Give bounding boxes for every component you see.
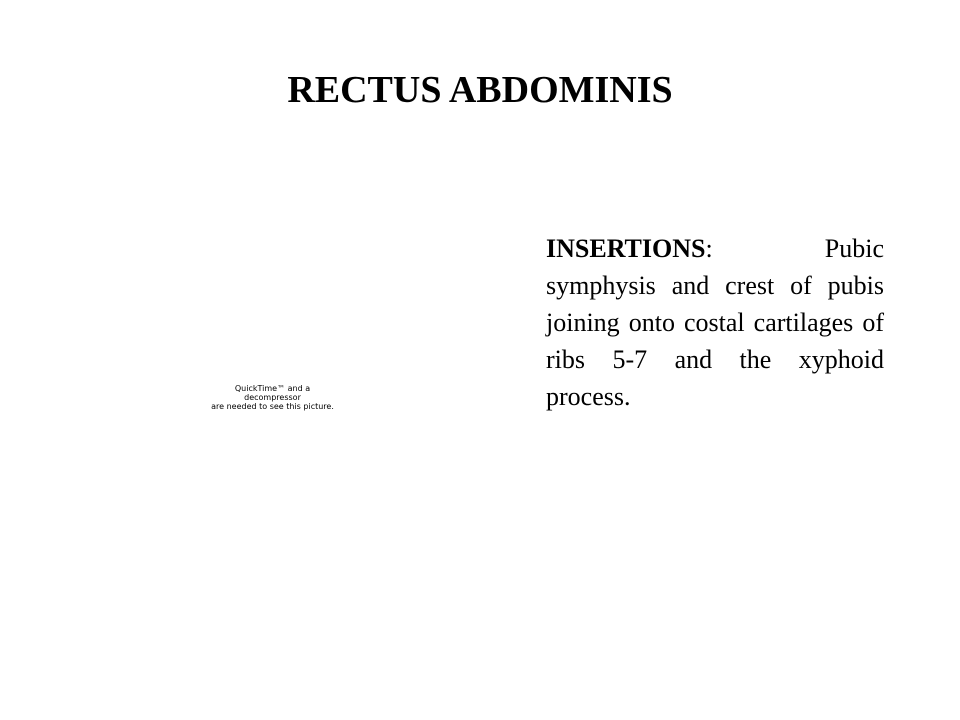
insertions-separator: :	[705, 234, 713, 263]
placeholder-line-3: are needed to see this picture.	[211, 402, 334, 411]
slide-title: RECTUS ABDOMINIS	[287, 69, 673, 111]
insertions-text: Pubic symphysis and crest of pubis joining onto costal cartilages of ribs 5-7 and the xyphoid process.	[546, 234, 884, 411]
insertions-term: INSERTIONS	[546, 234, 706, 263]
placeholder-line-2: decompressor	[244, 393, 301, 402]
quicktime-placeholder-image	[205, 384, 340, 411]
placeholder-line-1: QuickTime™ and a	[234, 384, 311, 393]
insertions-description	[546, 230, 884, 415]
